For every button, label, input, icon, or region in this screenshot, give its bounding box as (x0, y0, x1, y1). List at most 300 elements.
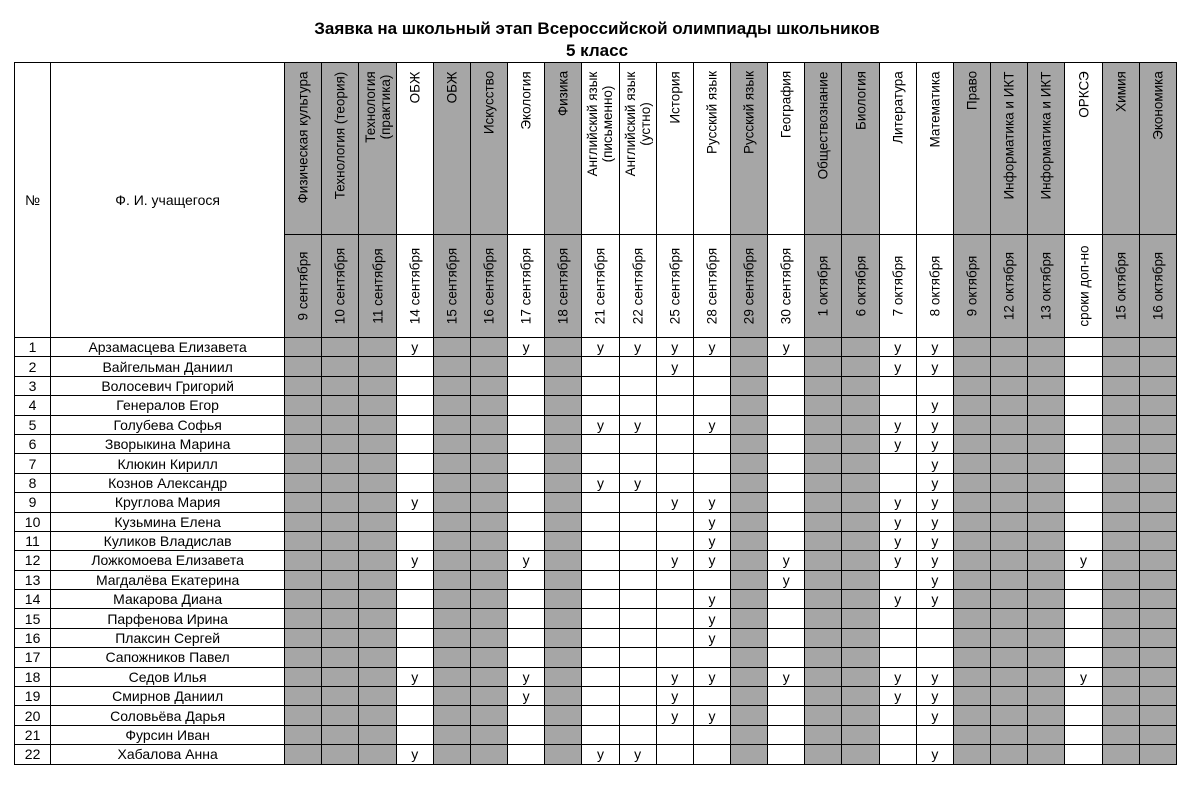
mark-cell (1028, 434, 1065, 453)
mark-cell (768, 357, 805, 376)
mark-cell (285, 376, 322, 395)
mark-cell (1065, 551, 1102, 570)
mark-cell (1139, 648, 1176, 667)
mark-cell (805, 551, 842, 570)
mark-cell (991, 706, 1028, 725)
subject-date-label: 11 сентября (370, 248, 386, 324)
mark-cell (879, 570, 916, 589)
mark-cell (396, 725, 433, 744)
mark-cell (916, 551, 953, 570)
participation-mark: у (894, 668, 902, 685)
table-row (15, 687, 1177, 706)
mark-cell (396, 512, 433, 531)
mark-cell (953, 376, 990, 395)
participation-mark: у (708, 668, 716, 685)
mark-cell (1102, 609, 1139, 628)
mark-cell (805, 667, 842, 686)
mark-cell (842, 706, 879, 725)
mark-cell (1065, 590, 1102, 609)
subject-date (805, 235, 842, 338)
mark-cell (359, 551, 396, 570)
mark-cell (396, 590, 433, 609)
mark-cell (433, 415, 470, 434)
mark-cell (470, 396, 507, 415)
table-row (15, 473, 1177, 492)
mark-cell (1102, 512, 1139, 531)
mark-cell (470, 609, 507, 628)
mark-cell (916, 493, 953, 512)
mark-cell (991, 434, 1028, 453)
mark-cell (322, 706, 359, 725)
subject-header (433, 63, 470, 235)
participation-mark: у (894, 688, 902, 705)
mark-cell (396, 396, 433, 415)
student-name-text: Парфенова Ирина (107, 610, 228, 627)
mark-cell (693, 590, 730, 609)
mark-cell (1102, 590, 1139, 609)
mark-cell (1028, 706, 1065, 725)
mark-cell (1139, 376, 1176, 395)
participation-mark: у (634, 474, 642, 491)
subject-date (916, 235, 953, 338)
mark-cell (433, 551, 470, 570)
mark-cell (953, 648, 990, 667)
subject-name: География (778, 70, 794, 139)
mark-cell (322, 434, 359, 453)
mark-cell (1028, 628, 1065, 647)
mark-cell (879, 725, 916, 744)
mark-cell (285, 396, 322, 415)
subject-date (508, 235, 545, 338)
mark-cell (731, 745, 768, 764)
participation-mark: у (894, 416, 902, 433)
mark-cell (322, 338, 359, 357)
row-number (15, 396, 51, 415)
row-number-text: 11 (25, 533, 40, 550)
subject-name: Информатика и ИКТ (1038, 70, 1054, 200)
mark-cell (953, 706, 990, 725)
mark-cell (396, 357, 433, 376)
mark-cell (619, 706, 656, 725)
row-number-text: 12 (24, 552, 41, 569)
subject-date (991, 235, 1028, 338)
student-name (51, 415, 285, 434)
mark-cell (508, 454, 545, 473)
table-row (15, 415, 1177, 434)
mark-cell (470, 590, 507, 609)
row-number (15, 725, 51, 744)
mark-cell (768, 376, 805, 395)
subject-header (1102, 63, 1139, 235)
mark-cell (545, 531, 582, 550)
mark-cell (545, 376, 582, 395)
subject-name: Экология (518, 70, 534, 130)
subject-header (285, 63, 322, 235)
mark-cell (582, 376, 619, 395)
mark-cell (582, 745, 619, 764)
subject-name: Искусство (481, 70, 497, 135)
subject-name: Русский язык (741, 71, 757, 154)
student-name-text: Седов Илья (128, 668, 207, 685)
mark-cell (991, 745, 1028, 764)
mark-cell (693, 376, 730, 395)
mark-cell (1065, 706, 1102, 725)
mark-cell (1065, 512, 1102, 531)
student-name (51, 531, 285, 550)
mark-cell (619, 551, 656, 570)
student-name-text: Клюкин Кирилл (117, 455, 218, 472)
subject-date-label: 29 сентября (741, 247, 757, 325)
mark-cell (953, 667, 990, 686)
mark-cell (991, 551, 1028, 570)
mark-cell (322, 512, 359, 531)
participation-mark: у (411, 668, 419, 685)
participation-mark: у (894, 436, 902, 453)
subject-name: Русский язык (704, 71, 720, 154)
mark-cell (879, 376, 916, 395)
mark-cell (470, 687, 507, 706)
mark-cell (545, 357, 582, 376)
mark-cell (396, 745, 433, 764)
mark-cell (991, 357, 1028, 376)
mark-cell (805, 725, 842, 744)
mark-cell (396, 628, 433, 647)
participation-mark: у (708, 610, 716, 627)
mark-cell (768, 396, 805, 415)
mark-cell (619, 609, 656, 628)
row-number-text: 16 (24, 630, 41, 647)
mark-cell (731, 512, 768, 531)
student-name (51, 473, 285, 492)
mark-cell (582, 609, 619, 628)
mark-cell (1065, 609, 1102, 628)
mark-cell (953, 687, 990, 706)
participation-mark: у (782, 339, 790, 356)
subject-date-label: 25 сентября (667, 247, 683, 325)
student-name-text: Фурсин Иван (125, 727, 210, 743)
mark-cell (619, 376, 656, 395)
mark-cell (285, 531, 322, 550)
participation-mark: у (522, 339, 530, 356)
mark-cell (656, 396, 693, 415)
mark-cell (656, 551, 693, 570)
participation-mark: у (931, 552, 939, 569)
participation-mark: у (782, 552, 790, 569)
mark-cell (693, 454, 730, 473)
mark-cell (545, 473, 582, 492)
mark-cell (731, 493, 768, 512)
mark-cell (508, 531, 545, 550)
mark-cell (879, 628, 916, 647)
mark-cell (1065, 648, 1102, 667)
mark-cell (359, 531, 396, 550)
participation-mark: у (634, 339, 642, 356)
mark-cell (693, 493, 730, 512)
participation-mark: у (708, 513, 716, 530)
participation-mark: у (894, 552, 902, 569)
mark-cell (1102, 725, 1139, 744)
row-number-text: 13 (24, 571, 41, 588)
table-row (15, 725, 1177, 744)
participation-mark: у (708, 591, 716, 608)
mark-cell (768, 473, 805, 492)
mark-cell (470, 454, 507, 473)
mark-cell (470, 648, 507, 667)
mark-cell (470, 512, 507, 531)
mark-cell (842, 396, 879, 415)
mark-cell (879, 512, 916, 531)
subject-date-label: 16 сентября (481, 247, 497, 325)
mark-cell (805, 512, 842, 531)
mark-cell (991, 454, 1028, 473)
mark-cell (359, 725, 396, 744)
mark-cell (619, 667, 656, 686)
mark-cell (285, 434, 322, 453)
mark-cell (805, 396, 842, 415)
mark-cell (545, 590, 582, 609)
mark-cell (991, 687, 1028, 706)
mark-cell (879, 745, 916, 764)
mark-cell (582, 531, 619, 550)
mark-cell (582, 357, 619, 376)
mark-cell (582, 512, 619, 531)
mark-cell (1065, 667, 1102, 686)
mark-cell (693, 512, 730, 531)
mark-cell (842, 570, 879, 589)
mark-cell (508, 415, 545, 434)
mark-cell (1102, 396, 1139, 415)
mark-cell (805, 473, 842, 492)
subject-header (396, 63, 433, 235)
mark-cell (768, 687, 805, 706)
mark-cell (470, 628, 507, 647)
mark-cell (656, 376, 693, 395)
mark-cell (991, 531, 1028, 550)
mark-cell (693, 396, 730, 415)
mark-cell (991, 590, 1028, 609)
mark-cell (731, 628, 768, 647)
mark-cell (693, 434, 730, 453)
subject-date-label: 7 октября (890, 255, 906, 317)
mark-cell (916, 512, 953, 531)
subject-name: Химия (1113, 71, 1129, 112)
subject-header (879, 63, 916, 235)
mark-cell (879, 706, 916, 725)
student-name (51, 590, 285, 609)
mark-cell (359, 706, 396, 725)
mark-cell (656, 745, 693, 764)
mark-cell (396, 376, 433, 395)
student-name (51, 512, 285, 531)
student-name-text: Ложкомоева Елизавета (91, 552, 244, 569)
participation-mark: у (671, 707, 679, 724)
subject-header (656, 63, 693, 235)
mark-cell (1139, 493, 1176, 512)
subject-name: ОБЖ (407, 71, 423, 103)
mark-cell (322, 628, 359, 647)
row-number-text: 1 (28, 339, 37, 356)
student-name (51, 667, 285, 686)
mark-cell (582, 454, 619, 473)
mark-cell (359, 396, 396, 415)
subject-date (731, 235, 768, 338)
mark-cell (619, 338, 656, 357)
mark-cell (693, 706, 730, 725)
table-row (15, 493, 1177, 512)
subject-name: Технология (теория) (332, 71, 348, 199)
participation-mark: у (671, 358, 679, 375)
mark-cell (731, 609, 768, 628)
mark-cell (433, 609, 470, 628)
subject-date-label: 9 октября (964, 255, 980, 317)
mark-cell (1028, 531, 1065, 550)
mark-cell (1102, 376, 1139, 395)
mark-cell (1102, 357, 1139, 376)
mark-cell (731, 415, 768, 434)
mark-cell (470, 376, 507, 395)
table-row (15, 376, 1177, 395)
subject-name: История (667, 70, 683, 124)
subject-header (805, 63, 842, 235)
mark-cell (731, 357, 768, 376)
mark-cell (508, 376, 545, 395)
mark-cell (842, 609, 879, 628)
mark-cell (953, 396, 990, 415)
subject-date (619, 235, 656, 338)
mark-cell (693, 551, 730, 570)
student-name-text: Куликов Владислав (103, 533, 232, 550)
row-number-text: 19 (24, 688, 41, 705)
mark-cell (433, 357, 470, 376)
mark-cell (953, 415, 990, 434)
mark-cell (842, 648, 879, 667)
subject-date (842, 235, 879, 338)
mark-cell (805, 434, 842, 453)
mark-cell (805, 706, 842, 725)
participation-mark: у (894, 533, 902, 550)
row-number-text: 6 (28, 436, 37, 453)
mark-cell (1102, 706, 1139, 725)
mark-cell (508, 338, 545, 357)
mark-cell (916, 434, 953, 453)
student-name-text: Круглова Мария (114, 494, 221, 511)
mark-cell (322, 376, 359, 395)
mark-cell (322, 473, 359, 492)
mark-cell (693, 687, 730, 706)
mark-cell (470, 473, 507, 492)
mark-cell (768, 512, 805, 531)
mark-cell (396, 531, 433, 550)
mark-cell (916, 667, 953, 686)
mark-cell (991, 648, 1028, 667)
mark-cell (879, 338, 916, 357)
student-name-text: Вайгельман Даниил (102, 358, 233, 375)
mark-cell (768, 628, 805, 647)
mark-cell (470, 493, 507, 512)
subject-date (656, 235, 693, 338)
participation-mark: у (931, 688, 939, 705)
subject-name: Английский язык (устно) (622, 71, 653, 176)
mark-cell (805, 570, 842, 589)
participation-mark: у (931, 358, 939, 375)
subject-header (768, 63, 805, 235)
mark-cell (322, 725, 359, 744)
mark-cell (433, 628, 470, 647)
mark-cell (285, 725, 322, 744)
mark-cell (916, 687, 953, 706)
mark-cell (322, 396, 359, 415)
mark-cell (470, 415, 507, 434)
mark-cell (1102, 531, 1139, 550)
mark-cell (842, 493, 879, 512)
mark-cell (1065, 493, 1102, 512)
mark-cell (991, 415, 1028, 434)
mark-cell (359, 609, 396, 628)
mark-cell (953, 570, 990, 589)
mark-cell (619, 590, 656, 609)
mark-cell (433, 531, 470, 550)
mark-cell (656, 628, 693, 647)
mark-cell (1028, 551, 1065, 570)
subject-date-label: 28 сентября (704, 247, 720, 325)
subject-name: Технология (практика) (362, 70, 393, 143)
mark-cell (953, 725, 990, 744)
mark-cell (1139, 338, 1176, 357)
subject-header (842, 63, 879, 235)
mark-cell (1028, 357, 1065, 376)
student-name (51, 745, 285, 764)
mark-cell (805, 745, 842, 764)
student-name (51, 454, 285, 473)
mark-cell (396, 609, 433, 628)
participation-mark: у (708, 552, 716, 569)
mark-cell (1028, 376, 1065, 395)
mark-cell (991, 667, 1028, 686)
mark-cell (545, 551, 582, 570)
student-name-text: Смирнов Даниил (112, 688, 224, 705)
mark-cell (359, 648, 396, 667)
mark-cell (656, 687, 693, 706)
mark-cell (285, 551, 322, 570)
mark-cell (619, 454, 656, 473)
participation-mark: у (931, 513, 939, 530)
mark-cell (582, 667, 619, 686)
mark-cell (1139, 415, 1176, 434)
mark-cell (693, 725, 730, 744)
participation-mark: у (894, 339, 902, 356)
mark-cell (953, 745, 990, 764)
mark-cell (693, 357, 730, 376)
mark-cell (285, 454, 322, 473)
subject-name: Биология (853, 71, 869, 130)
mark-cell (619, 531, 656, 550)
mark-cell (1139, 667, 1176, 686)
mark-cell (731, 376, 768, 395)
subject-date-label: 14 сентября (407, 247, 423, 325)
subject-header (508, 63, 545, 235)
table-row (15, 590, 1177, 609)
mark-cell (619, 725, 656, 744)
table-row (15, 609, 1177, 628)
subject-name: Информатика и ИКТ (1001, 70, 1017, 200)
mark-cell (731, 687, 768, 706)
mark-cell (1065, 687, 1102, 706)
table-row (15, 628, 1177, 647)
mark-cell (545, 745, 582, 764)
mark-cell (396, 648, 433, 667)
mark-cell (879, 434, 916, 453)
mark-cell (619, 570, 656, 589)
